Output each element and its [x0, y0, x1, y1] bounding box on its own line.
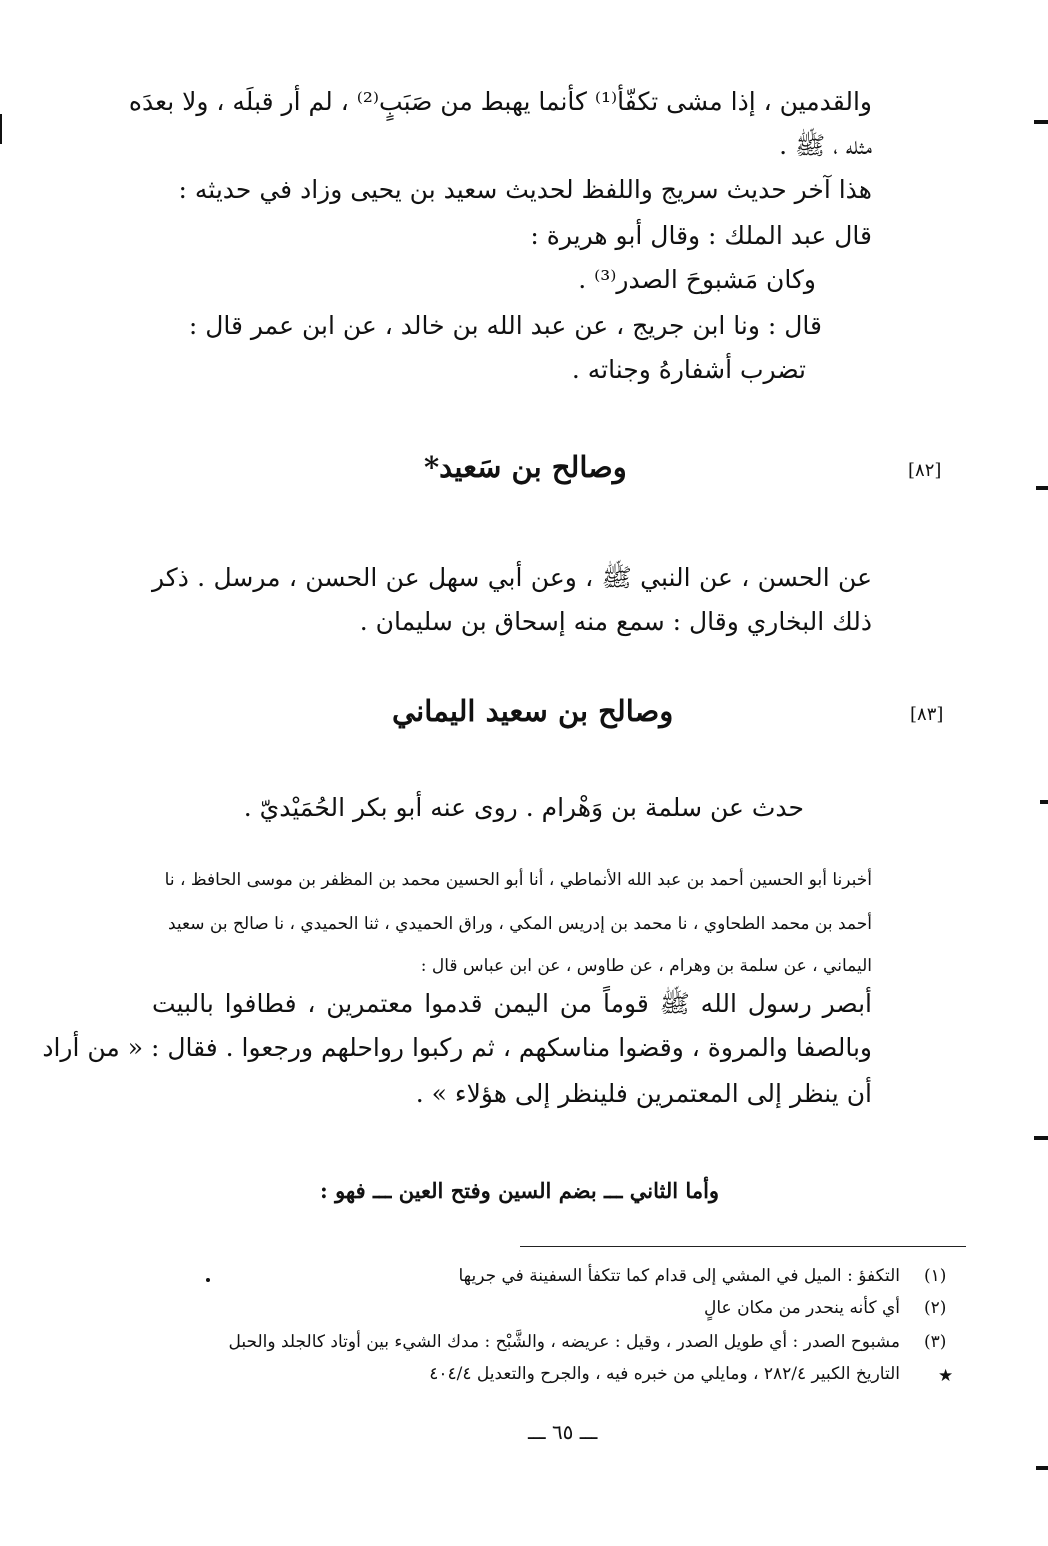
- text-line: أن ينظر إلى المعتمرين فلينظر إلى هؤلاء » .: [415, 1079, 872, 1108]
- scan-edge-mark: [1040, 800, 1048, 804]
- text-line: حدث عن سلمة بن وَهْرام . روى عنه أبو بكر الحُمَيْديّ .: [243, 793, 804, 822]
- text-line: تضرب أشفارهُ وجناته .: [571, 355, 806, 384]
- text-line: هذا آخر حديث سريج واللفظ لحديث سعيد بن يحيى وزاد في حديثه :: [178, 175, 872, 204]
- footnote-star-icon: ★: [938, 1366, 954, 1386]
- entry-number: [٨٣]: [910, 704, 944, 725]
- entry-number: [٨٢]: [908, 460, 942, 481]
- footnote-number: (١): [924, 1266, 947, 1286]
- text-line: والقدمين ، إذا مشى تكفّأ⁽¹⁾ كأنما يهبط من صَبَبٍ⁽²⁾ ، لم أر قبلَه ، ولا بعدَه: [128, 87, 872, 116]
- scan-edge-mark: [1036, 486, 1048, 490]
- entry-title: وصالح بن سَعيد*: [424, 450, 627, 484]
- text-line: مثله ، ﷺ .: [779, 131, 872, 160]
- scan-edge-mark: [1034, 120, 1048, 124]
- footnote-number: (٢): [924, 1298, 947, 1318]
- scan-dot: [206, 1278, 210, 1282]
- text-line: ذلك البخاري وقال : سمع منه إسحاق بن سليمان .: [359, 607, 872, 636]
- footnote-text: التكفؤ : الميل في المشي إلى قدام كما تتكفأ السفينة في جريها: [458, 1266, 900, 1286]
- entry-title: وصالح بن سعيد اليماني: [392, 694, 674, 728]
- text-line: عن الحسن ، عن النبي ﷺ ، وعن أبي سهل عن الحسن ، مرسل . ذكر: [152, 563, 872, 592]
- isnad-line: أخبرنا أبو الحسين أحمد بن عبد الله الأنماطي ، أنا أبو الحسين محمد بن المظفر بن موسى الحافظ ، نا: [164, 870, 872, 890]
- page-number: ـــ ٦٥ ـــ: [528, 1420, 598, 1444]
- footnote-text: أي كأنه ينحدر من مكان عالٍ: [703, 1298, 900, 1318]
- text-line: أبصر رسول الله ﷺ قوماً من اليمن قدموا معتمرين ، فطافوا بالبيت: [152, 989, 872, 1018]
- footnote-number: (٣): [924, 1332, 947, 1352]
- footnote-text: مشبوح الصدر : أي طويل الصدر ، وقيل : عريضه ، والشَّبْح : مدك الشيء بين أوتاد كالجلد والحبل: [228, 1332, 900, 1352]
- text-line: وبالصفا والمروة ، وقضوا مناسكهم ، ثم ركبوا رواحلهم ورجعوا . فقال : « من أراد: [42, 1033, 872, 1062]
- scan-edge-mark: [1036, 1466, 1048, 1470]
- text-line: وكان مَشبوحَ الصدر⁽³⁾ .: [578, 265, 816, 294]
- scan-edge-mark: [0, 114, 2, 144]
- footnote-text: التاريخ الكبير ٢٨٢/٤ ، ومايلي من خبره فيه ، والجرح والتعديل ٤٠٤/٤: [429, 1364, 900, 1384]
- scan-edge-mark: [1034, 1136, 1048, 1140]
- footnote-rule: [520, 1246, 966, 1247]
- section-subheading: وأما الثاني ـــ بضم السين وفتح العين ـــ فهو :: [320, 1178, 720, 1203]
- text-line: قال : ونا ابن جريج ، عن عبد الله بن خالد ، عن ابن عمر قال :: [188, 311, 822, 340]
- isnad-line: أحمد بن محمد الطحاوي ، نا محمد بن إدريس المكي ، وراق الحميدي ، ثنا الحميدي ، نا صالح بن سعيد: [168, 914, 872, 934]
- text-line: قال عبد الملك : وقال أبو هريرة :: [530, 221, 872, 250]
- isnad-line: اليماني ، عن سلمة بن وهرام ، عن طاوس ، عن ابن عباس قال :: [420, 956, 872, 976]
